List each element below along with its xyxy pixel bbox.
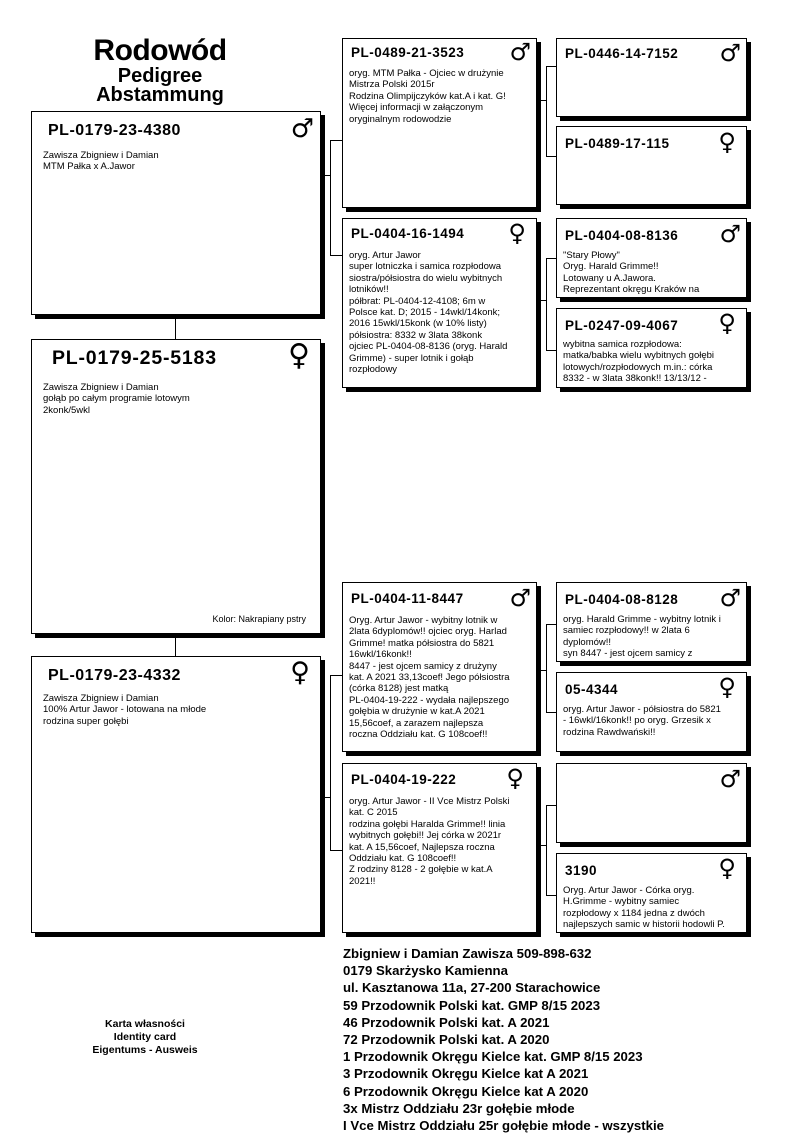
owner-line: 3 Przodownik Okręgu Kielce kat A 2021 xyxy=(343,1066,589,1082)
connector-fm-v xyxy=(546,258,547,350)
mf-notes: Oryg. Artur Jawor - wybitny lotnik w 2lata 6dyplomów!! ojciec oryg. Harlad Grimme! matka półsiostra do 5821 16wkl/16konk!! 8447 - jest ojcem samicy z drużyny kat. A 2021 33,13coef! Jego półsiostra (córka 8128) jest matką PL-0404-19-222 - wydała najlepszego gołębia w drużynie w kat.A 2021 15,56coef, a zarazem najlepsza roczna Oddziału kat. G 108coef!! xyxy=(349,615,510,741)
subject-ring: PL-0179-25-5183 xyxy=(52,347,217,369)
female-icon: ♀ xyxy=(718,673,736,701)
mmf-card xyxy=(556,763,747,843)
mm-card xyxy=(342,763,537,933)
connector-mf-out xyxy=(537,670,546,671)
title-pedigree: Pedigree xyxy=(117,65,203,87)
owner-line: 1 Przodownik Okręgu Kielce kat. GMP 8/15 2023 xyxy=(343,1049,643,1065)
mm-notes: oryg. Artur Jawor - II Vce Mistrz Polski kat. C 2015 rodzina gołębi Haralda Grimme!! linia wybitnych gołębi!! Jej córka w 2021r kat. A 15,56coef, Najlepsza roczna Oddziału kat. G 108coef!! Z rodziny 8128 - 2 gołębie w kat.A 2021!! xyxy=(349,796,510,887)
father-notes: Zawisza Zbigniew i Damian MTM Pałka x A.Jawor xyxy=(43,150,159,173)
connector-mm-v xyxy=(546,805,547,895)
connector-fmm xyxy=(546,350,556,351)
connector-mfm xyxy=(546,712,556,713)
male-icon: ♂ xyxy=(290,114,314,144)
identity-card-line: Identity card xyxy=(113,1031,177,1043)
fff-ring: PL-0446-14-7152 xyxy=(565,46,679,61)
female-icon: ♀ xyxy=(288,339,310,373)
owner-line: 3x Mistrz Oddziału 23r gołębie młode xyxy=(343,1100,575,1116)
fmf-ring: PL-0404-08-8136 xyxy=(565,228,679,243)
mmm-ring: 3190 xyxy=(565,863,598,878)
owner-line: I Vce Mistrz Oddziału 25r gołębie młode - wszystkie xyxy=(343,1118,664,1134)
fm-notes: oryg. Artur Jawor super lotniczka i samica rozpłodowa siostra/półsiostra do wielu wybitnych lotników!! półbrat: PL-0404-12-4108; 6m w Polsce kat. D; 2015 - 14wkl/14konk; 2016 15wkl/15konk (w 10% listy) półsiostra: 8332 w 3lata 38konk ojciec PL-0404-08-8136 (oryg. Harald Grimme) - super lotnik i gołąb rozpłodowy xyxy=(349,250,508,376)
identity-card-line: Eigentums - Ausweis xyxy=(92,1044,198,1056)
identity-card-line: Karta własności xyxy=(105,1018,185,1030)
connector-subject-mother xyxy=(175,634,176,656)
fmm-card xyxy=(556,308,747,388)
fff-card xyxy=(556,38,747,117)
female-icon: ♀ xyxy=(506,764,524,792)
owner-line: 59 Przodownik Polski kat. GMP 8/15 2023 xyxy=(343,997,601,1013)
female-icon: ♀ xyxy=(290,657,310,688)
father-ring: PL-0179-23-4380 xyxy=(48,122,181,139)
female-icon: ♀ xyxy=(718,309,736,337)
ffm-ring: PL-0489-17-115 xyxy=(565,136,670,151)
ff-notes: oryg. MTM Pałka - Ojciec w drużynie Mistrza Polski 2015r Rodzina Olimpijczyków kat.A i kat. G! Więcej informacji w załączonym oryginalnym rodowodzie xyxy=(349,68,506,125)
mmm-notes: Oryg. Artur Jawor - Córka oryg. H.Grimme - wybitny samiec rozpłodowy x 1184 jedna z dwóch najlepszych samic w historii hodowli P. xyxy=(563,885,725,931)
connector-father-v xyxy=(330,140,331,255)
connector-ff xyxy=(330,140,342,141)
fmf-card xyxy=(556,218,747,298)
owner-line: Zbigniew i Damian Zawisza 509-898-632 xyxy=(343,946,592,961)
female-icon: ♀ xyxy=(508,219,526,247)
male-icon: ♂ xyxy=(719,220,741,248)
connector-father-h xyxy=(321,175,330,176)
connector-mmm xyxy=(546,895,556,896)
mfm-notes: oryg. Artur Jawor - półsiostra do 5821 - 16wkl/16konk!! po oryg. Grzesik x rodzina Rawdwański!! xyxy=(563,704,721,738)
connector-fff xyxy=(546,66,556,67)
connector-ffm xyxy=(546,156,556,157)
subject-color: Kolor: Nakrapiany pstry xyxy=(212,614,306,624)
mf-ring: PL-0404-11-8447 xyxy=(351,591,464,606)
fm-ring: PL-0404-16-1494 xyxy=(351,226,465,241)
owner-line: 46 Przodownik Polski kat. A 2021 xyxy=(343,1014,550,1030)
mother-ring: PL-0179-23-4332 xyxy=(48,667,181,684)
subject-card xyxy=(31,339,321,634)
connector-ff-v xyxy=(546,66,547,156)
fmf-notes: "Stary Płowy" Oryg. Harald Grimme!! Lotowany u A.Jawora. Reprezentant okręgu Kraków na xyxy=(563,250,700,296)
connector-mf xyxy=(330,675,342,676)
mother-notes: Zawisza Zbigniew i Damian 100% Artur Jawor - lotowana na młode rodzina super gołębi xyxy=(43,693,207,727)
mfm-card xyxy=(556,672,747,752)
male-icon: ♂ xyxy=(719,584,741,612)
owner-line: ul. Kasztanowa 11a, 27-200 Starachowice xyxy=(343,980,601,996)
male-icon: ♂ xyxy=(509,38,531,66)
connector-ff-out xyxy=(537,100,546,101)
mff-card xyxy=(556,582,747,662)
male-icon: ♂ xyxy=(509,584,531,612)
fm-card xyxy=(342,218,537,388)
connector-mm xyxy=(330,850,342,851)
ff-card xyxy=(342,38,537,208)
mfm-ring: 05-4344 xyxy=(565,682,619,697)
fmm-notes: wybitna samica rozpłodowa: matka/babka wielu wybitnych gołębi lotowych/rozpłodowych m.in.: córka 8332 - w 3lata 38konk!! 13/13/12 - xyxy=(563,339,715,385)
connector-fmf xyxy=(546,258,556,259)
mother-card xyxy=(31,656,321,933)
mff-ring: PL-0404-08-8128 xyxy=(565,592,679,607)
male-icon: ♂ xyxy=(719,39,741,67)
connector-father-subject xyxy=(175,315,176,339)
female-icon: ♀ xyxy=(718,128,736,156)
owner-info xyxy=(343,945,664,1134)
mff-notes: oryg. Harald Grimme - wybitny lotnik i samiec rozpłodowy!! w 2lata 6 dyplomów!! syn 8447 - jest ojcem samicy z xyxy=(563,614,721,660)
connector-mother-v xyxy=(330,675,331,850)
owner-line: 6 Przodownik Okręgu Kielce kat A 2020 xyxy=(343,1083,589,1099)
connector-mmf xyxy=(546,805,556,806)
connector-fm xyxy=(330,255,342,256)
title-rodowod: Rodowód xyxy=(93,34,227,67)
ffm-card xyxy=(556,126,747,205)
connector-fm-out xyxy=(537,300,546,301)
mf-card xyxy=(342,582,537,752)
mmm-card xyxy=(556,853,747,933)
ff-ring: PL-0489-21-3523 xyxy=(351,45,465,60)
fmm-ring: PL-0247-09-4067 xyxy=(565,318,679,333)
connector-mother-h xyxy=(321,797,330,798)
owner-line: 72 Przodownik Polski kat. A 2020 xyxy=(343,1032,550,1048)
connector-mm-out xyxy=(537,845,546,846)
female-icon: ♀ xyxy=(718,854,736,882)
mm-ring: PL-0404-19-222 xyxy=(351,772,457,787)
identity-card-label xyxy=(60,1018,230,1057)
connector-mff xyxy=(546,624,556,625)
father-card xyxy=(31,111,321,315)
subject-notes: Zawisza Zbigniew i Damian gołąb po całym programie lotowym 2konk/5wkl xyxy=(43,382,190,416)
owner-line: 0179 Skarżysko Kamienna xyxy=(343,963,508,979)
connector-mf-v xyxy=(546,624,547,712)
male-icon: ♂ xyxy=(719,765,741,793)
title-abstammung: Abstammung xyxy=(96,84,224,106)
